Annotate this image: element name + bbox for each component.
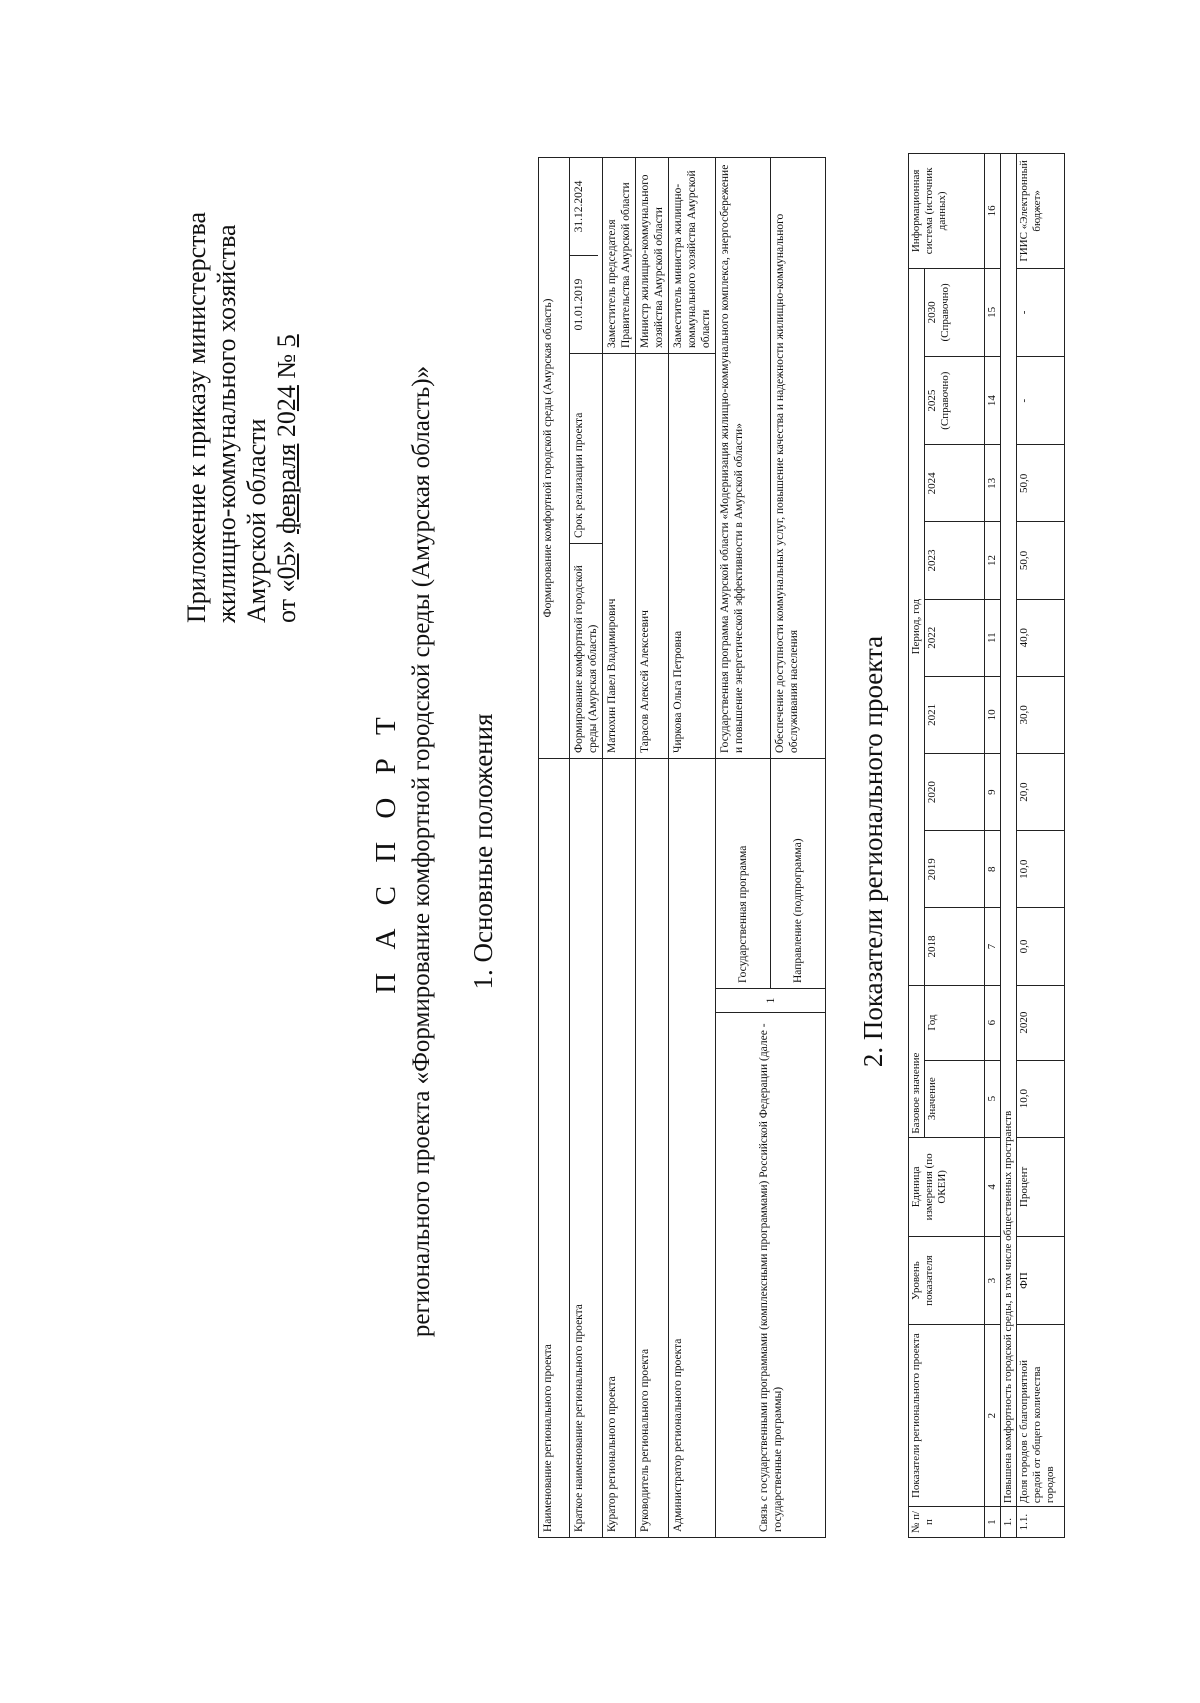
term-start: 01.01.2019 (570, 255, 598, 353)
indicator-value: 50,0 (1017, 522, 1065, 599)
appendix-year: 24 (272, 385, 301, 412)
indicator-value: - (1017, 268, 1065, 356)
col-number: 13 (985, 445, 1001, 522)
col-year-header: 2024 (925, 445, 985, 522)
admin-label: Администратор регионального проекта (669, 758, 716, 1537)
col-year-header: 2023 (925, 522, 985, 599)
col-level-header: Уровень показателя (909, 1236, 985, 1324)
col-number: 4 (985, 1137, 1001, 1236)
col-base-year-header: Год (925, 985, 985, 1060)
col-year-header: 2030 (Справочно) (925, 268, 985, 356)
col-number: 10 (985, 676, 1001, 753)
table-row (1017, 154, 1065, 1538)
direction-label: Направление (подпрограмма) (771, 758, 826, 988)
col-info-header: Информационная система (источник данных) (909, 154, 985, 269)
short-name-value: Формирование комфортной городской среды (Амурская область) (570, 543, 603, 758)
head-label: Руководитель регионального проекта (636, 758, 669, 1537)
col-year-header: 2019 (925, 831, 985, 908)
col-number: 5 (985, 1060, 1001, 1137)
direction-value: Обеспечение доступности коммунальных услуг, повышение качества и надежности жилищно-коммунального обслуживания населения (771, 157, 826, 758)
col-num-header: № п/п (909, 1507, 985, 1538)
col-year-header: 2018 (925, 908, 985, 985)
indicator-value: 40,0 (1017, 599, 1065, 676)
appendix-line-3: Амурской области (242, 418, 271, 623)
head-position: Министр жилищно-коммунального хозяйства Амурской области (636, 157, 669, 353)
col-base-value-header: Значение (925, 1060, 985, 1137)
curator-name: Матюхин Павел Владимирович (603, 353, 636, 758)
table-header-row (909, 154, 925, 1538)
passport-title: П А С П О Р Т (370, 709, 402, 994)
col-number: 6 (985, 985, 1001, 1060)
indicator-name: Доля городов с благоприятной средой от общего количества городов (1017, 1325, 1065, 1507)
table-row (570, 157, 603, 1537)
col-base-header: Базовое значение (909, 985, 925, 1137)
short-name-label: Краткое наименование регионального проекта (570, 758, 603, 1537)
appendix-day: 05 (272, 553, 301, 580)
appendix-line-1: Приложение к приказу министерства (182, 211, 211, 623)
col-number: 1 (985, 1507, 1001, 1538)
col-number: 12 (985, 522, 1001, 599)
col-number: 11 (985, 599, 1001, 676)
indicator-number: 1.1. (1017, 1507, 1065, 1538)
indicator-base-year: 2020 (1017, 985, 1065, 1060)
col-number: 2 (985, 1325, 1001, 1507)
link-number: 1 (716, 989, 826, 1013)
col-number: 9 (985, 754, 1001, 831)
goal-number: 1. (1001, 1507, 1017, 1538)
basics-table (538, 157, 826, 1538)
col-number: 8 (985, 831, 1001, 908)
col-number: 16 (985, 154, 1001, 269)
appendix-date-line: от «05» февраля 2024 № 5 (272, 334, 301, 623)
indicator-value: - (1017, 357, 1065, 445)
col-number: 15 (985, 268, 1001, 356)
appendix-note (182, 212, 302, 623)
col-year-header: 2022 (925, 599, 985, 676)
term-label: Срок реализации проекта (570, 353, 603, 543)
admin-position: Заместитель министра жилищно-коммунального хозяйства Амурской области (669, 157, 716, 353)
head-name: Тарасов Алексей Алексеевич (636, 353, 669, 758)
col-year-header: 2020 (925, 754, 985, 831)
table-row (669, 157, 716, 1537)
table-row (603, 157, 636, 1537)
goal-text: Повышена комфортность городской среды, в том числе общественных пространств (1001, 154, 1017, 1507)
curator-label: Куратор регионального проекта (603, 758, 636, 1537)
col-number: 3 (985, 1236, 1001, 1324)
goal-row (1001, 154, 1017, 1538)
term-end: 31.12.2024 (573, 180, 585, 233)
indicators-table (908, 153, 1065, 1538)
col-year-header: 2025 (Справочно) (925, 357, 985, 445)
section-1-heading: 1. Основные положения (468, 713, 498, 990)
admin-name: Чиркова Ольга Петровна (669, 353, 716, 758)
gp-value: Государственная программа Амурской области «Модернизация жилищно-коммунального комплекса, энергосбережение и повышение энергетической эффективности в Амурской области» (716, 157, 771, 758)
indicator-value: 20,0 (1017, 754, 1065, 831)
indicator-value: 50,0 (1017, 445, 1065, 522)
section-2-heading: 2. Показатели регионального проекта (858, 635, 888, 1068)
appendix-month: февраля (272, 443, 301, 534)
appendix-line-2: жилищно-коммунального хозяйства (212, 224, 241, 623)
project-name-label: Наименование регионального проекта (539, 758, 570, 1537)
indicator-value: 30,0 (1017, 676, 1065, 753)
indicator-base-value: 10,0 (1017, 1060, 1065, 1137)
table-row (636, 157, 669, 1537)
col-number: 7 (985, 908, 1001, 985)
col-year-header: 2021 (925, 676, 985, 753)
col-number: 14 (985, 357, 1001, 445)
col-name-header: Показатели регионального проекта (909, 1325, 985, 1507)
link-label: Связь с государственными программами (комплексными программами) Российской Федерации (далее - государственные программы) (716, 1013, 826, 1538)
passport-subtitle: регионального проекта «Формирование комфортной городской среды (Амурская область)» (408, 365, 435, 1338)
table-row (716, 157, 771, 1537)
indicator-level: ФП (1017, 1236, 1065, 1324)
col-period-header: Период, год (909, 268, 925, 985)
indicator-value: 10,0 (1017, 831, 1065, 908)
curator-position: Заместитель председателя Правительства Амурской области (603, 157, 636, 353)
table-row (539, 157, 570, 1537)
gp-label: Государственная программа (716, 758, 771, 988)
indicator-info-system: ГИИС «Электронный бюджет» (1017, 154, 1065, 269)
appendix-number: 5 (272, 334, 301, 348)
indicator-value: 0,0 (1017, 908, 1065, 985)
indicator-unit: Процент (1017, 1137, 1065, 1236)
column-numbers-row (985, 154, 1001, 1538)
project-name-value: Формирование комфортной городской среды (Амурская область) (539, 157, 570, 758)
col-unit-header: Единица измерения (по ОКЕИ) (909, 1137, 985, 1236)
